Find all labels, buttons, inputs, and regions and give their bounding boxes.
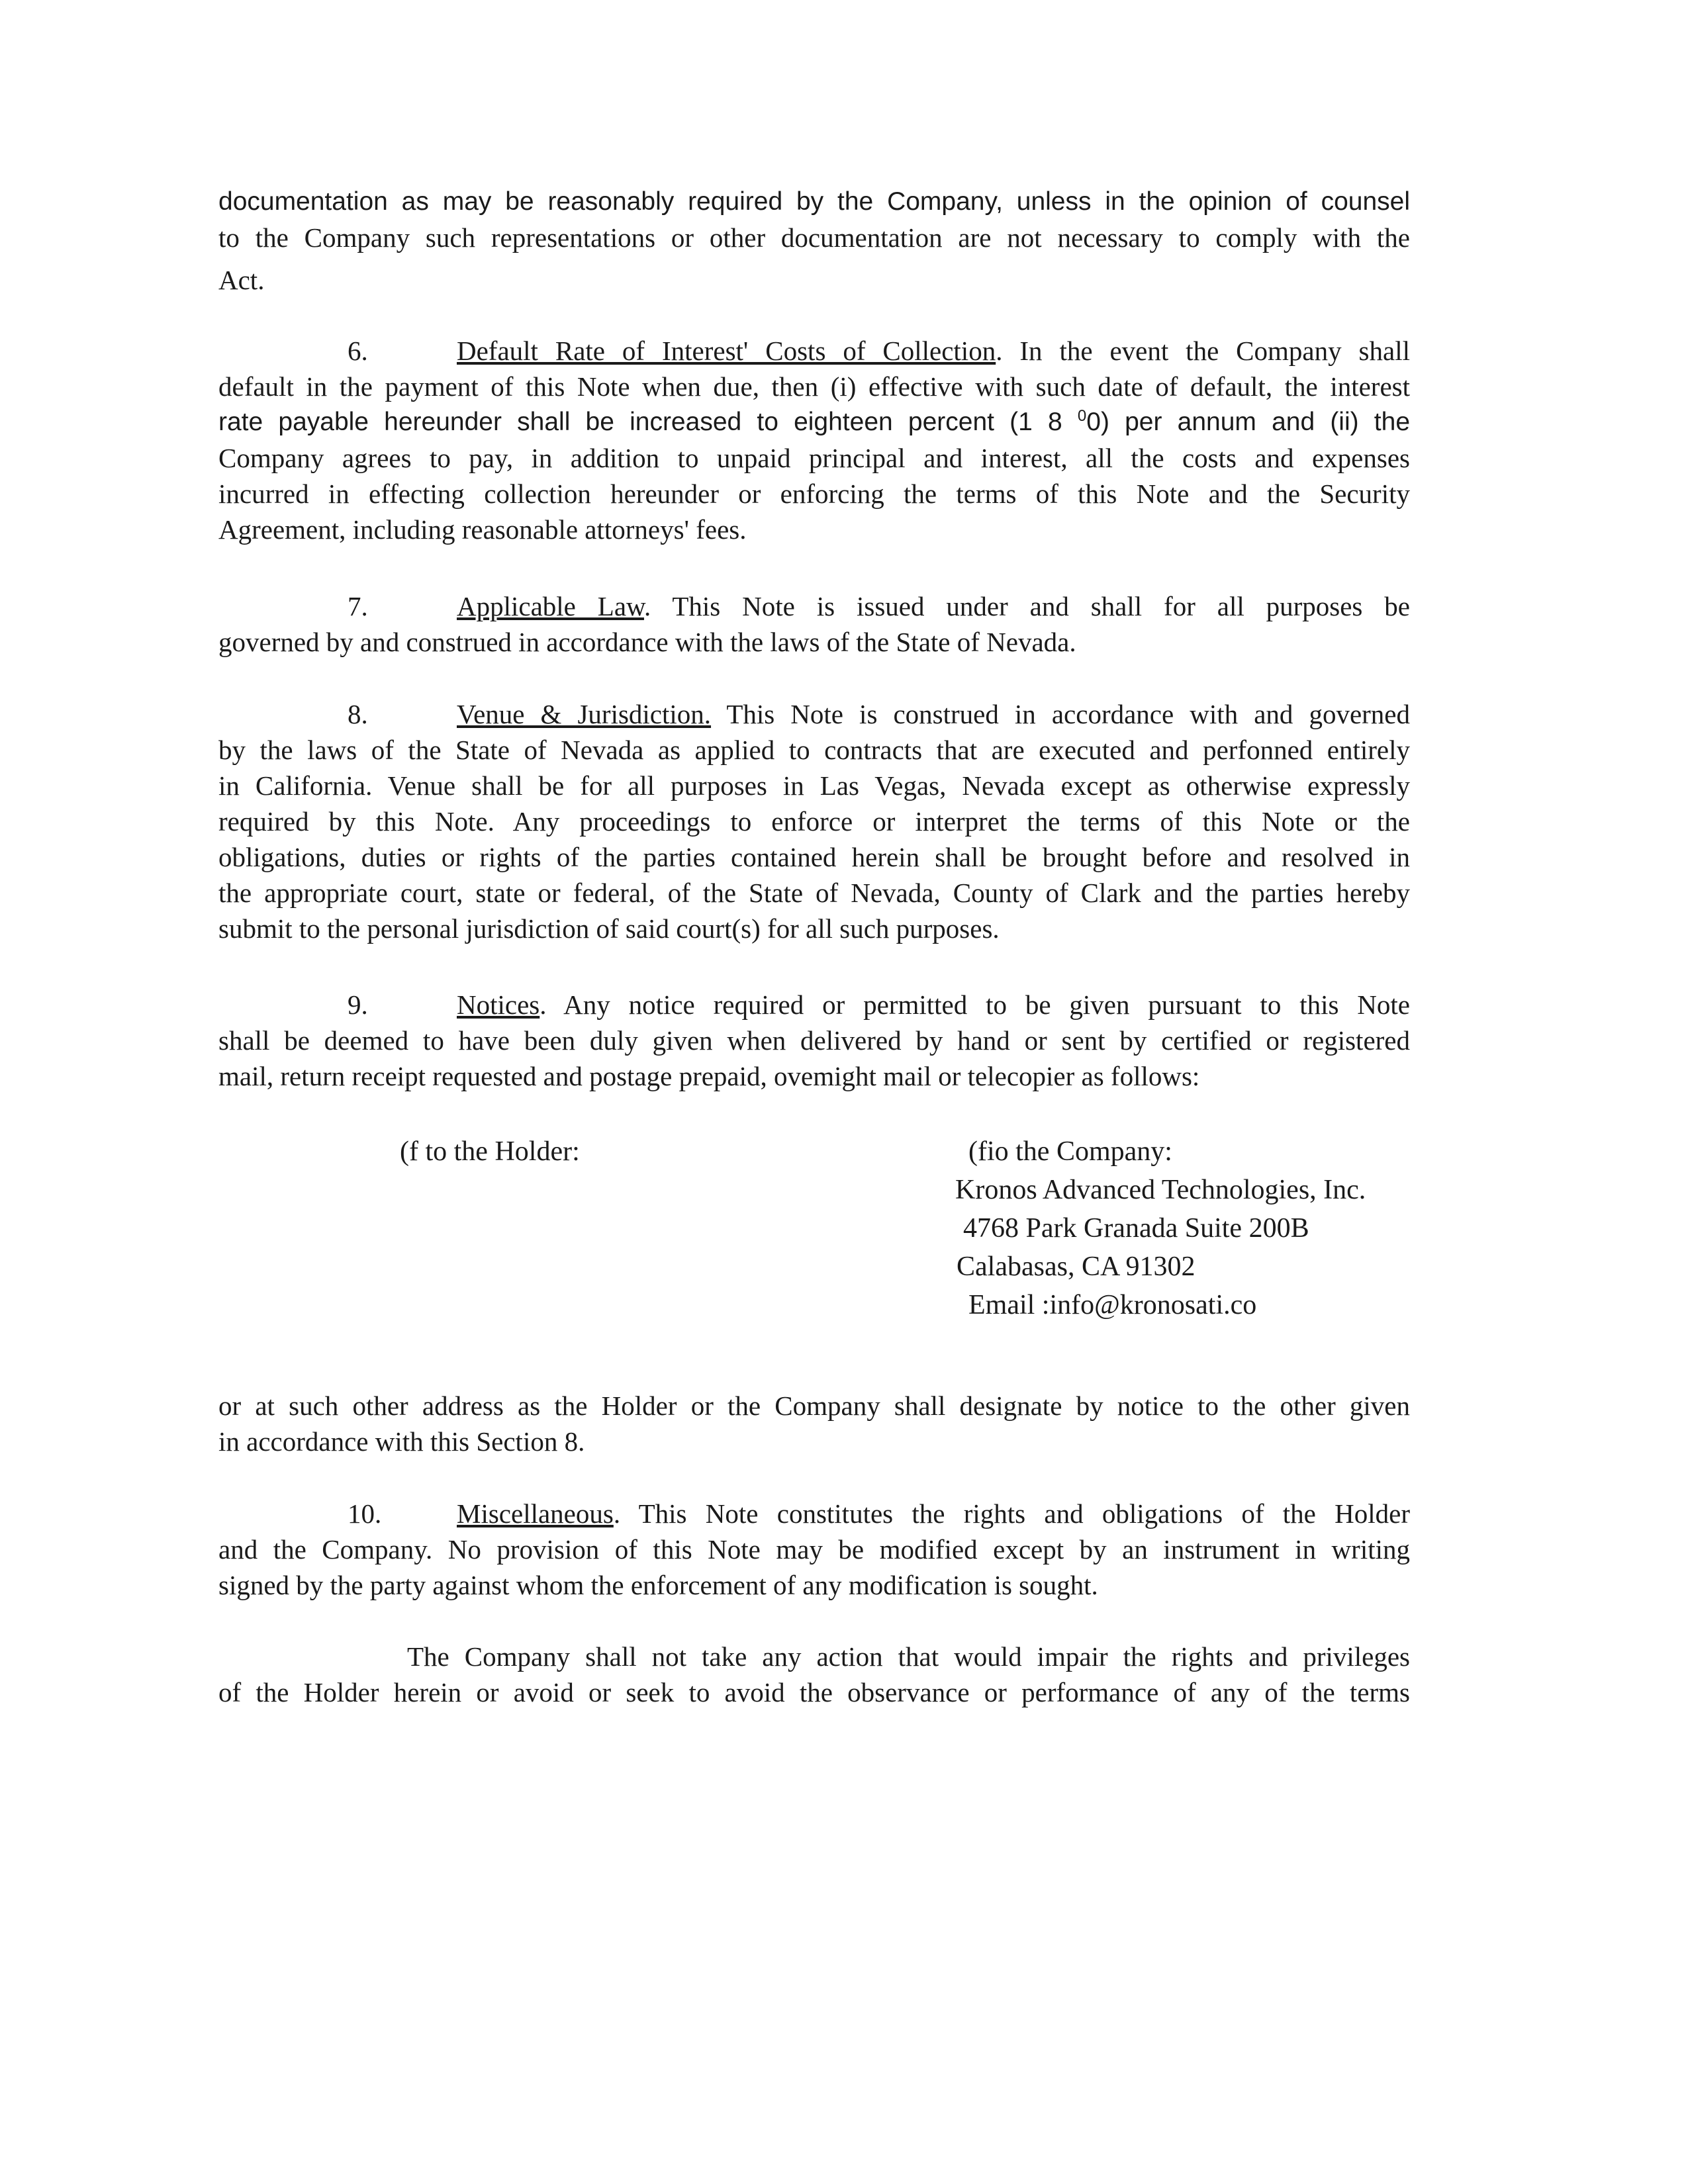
text-line: in California. Venue shall be for all purposes in Las Vegas, Nevada except as otherwise expressly	[218, 770, 1410, 801]
text-run: The Company shall not take any action that would impair the rights and privileges	[407, 1641, 1410, 1672]
text-line: or at such other address as the Holder or the Company shall designate by notice to the other given	[218, 1390, 1410, 1421]
text-line: obligations, duties or rights of the parties contained herein shall be brought before and resolved in	[218, 842, 1410, 872]
text-run: rate payable hereunder shall be increased to eighteen percent (1 8	[218, 408, 1062, 436]
section-number: 10.	[348, 1498, 382, 1529]
section-heading: Applicable Law	[457, 591, 644, 621]
designation-paragraph	[218, 1388, 1410, 1459]
text-line: shall be deemed to have been duly given when delivered by hand or sent by certified or registered	[218, 1025, 1410, 1056]
text-line: Company agrees to pay, in addition to unpaid principal and interest, all the costs and expenses	[218, 443, 1410, 473]
section-6	[218, 333, 1410, 547]
text-line: by the laws of the State of Nevada as applied to contracts that are executed and perfonned entirely	[218, 735, 1410, 765]
section-8	[218, 696, 1410, 946]
section-number: 7.	[348, 591, 368, 621]
text-line: Act.	[218, 265, 265, 295]
text-line: mail, return receipt requested and postage prepaid, ovemight mail or telecopier as follows:	[218, 1061, 1200, 1091]
text-run: This Note is construed in accordance with and governed	[711, 699, 1410, 729]
text-line: to the Company such representations or other documentation are not necessary to comply with the	[218, 222, 1410, 253]
section-heading: Miscellaneous	[457, 1498, 614, 1529]
text-line: in accordance with this Section 8.	[218, 1426, 585, 1457]
holder-address-label: (f to the Holder:	[400, 1136, 580, 1167]
section-number: 6.	[348, 336, 368, 366]
text-line: documentation as may be reasonably required by the Company, unless in the opinion of counsel	[218, 187, 1410, 216]
text-line: governed by and construed in accordance with the laws of the State of Nevada.	[218, 627, 1076, 657]
section-9	[218, 987, 1410, 1094]
section-number: 8.	[348, 699, 368, 729]
section-10	[218, 1496, 1410, 1603]
text-line: submit to the personal jurisdiction of said court(s) for all such purposes.	[218, 913, 1000, 944]
text-line: of the Holder herein or avoid or seek to avoid the observance or performance of any of the terms	[218, 1677, 1410, 1707]
intro-paragraph	[218, 184, 1410, 298]
section-7	[218, 588, 1410, 660]
company-name: Kronos Advanced Technologies, Inc.	[955, 1175, 1366, 1205]
text-run: . Any notice required or permitted to be given pursuant to this Note	[539, 989, 1410, 1020]
final-paragraph	[218, 1639, 1410, 1710]
section-number: 9.	[348, 989, 368, 1020]
section-heading: Venue & Jurisdiction.	[457, 699, 712, 729]
company-city: Calabasas, CA 91302	[957, 1251, 1196, 1282]
text-run: . In the event the Company shall	[996, 336, 1410, 366]
company-address-label: (fio the Company:	[968, 1136, 1172, 1167]
section-heading: Notices	[457, 989, 540, 1020]
text-line: Agreement, including reasonable attorneys' fees.	[218, 514, 747, 545]
text-line: and the Company. No provision of this Note may be modified except by an instrument in writing	[218, 1534, 1410, 1565]
text-run: . This Note is issued under and shall for all purposes be	[643, 591, 1410, 621]
section-heading: Default Rate of Interest' Costs of Collection	[457, 336, 996, 366]
text-line: signed by the party against whom the enforcement of any modification is sought.	[218, 1570, 1098, 1600]
text-line: the appropriate court, state or federal, of the State of Nevada, County of Clark and the parties hereby	[218, 878, 1410, 908]
text-run: . This Note constitutes the rights and obligations of the Holder	[613, 1498, 1410, 1529]
company-street: 4768 Park Granada Suite 200B	[963, 1213, 1309, 1244]
company-email: Email :info@kronosati.co	[968, 1290, 1257, 1320]
text-run: 0) per annum and (ii) the	[1086, 408, 1410, 436]
text-line: required by this Note. Any proceedings to enforce or interpret the terms of this Note or the	[218, 806, 1410, 837]
text-line: incurred in effecting collection hereunder or enforcing the terms of this Note and the Security	[218, 478, 1410, 509]
superscript: 0	[1077, 407, 1087, 425]
text-line: default in the payment of this Note when due, then (i) effective with such date of default, the interest	[218, 371, 1410, 402]
